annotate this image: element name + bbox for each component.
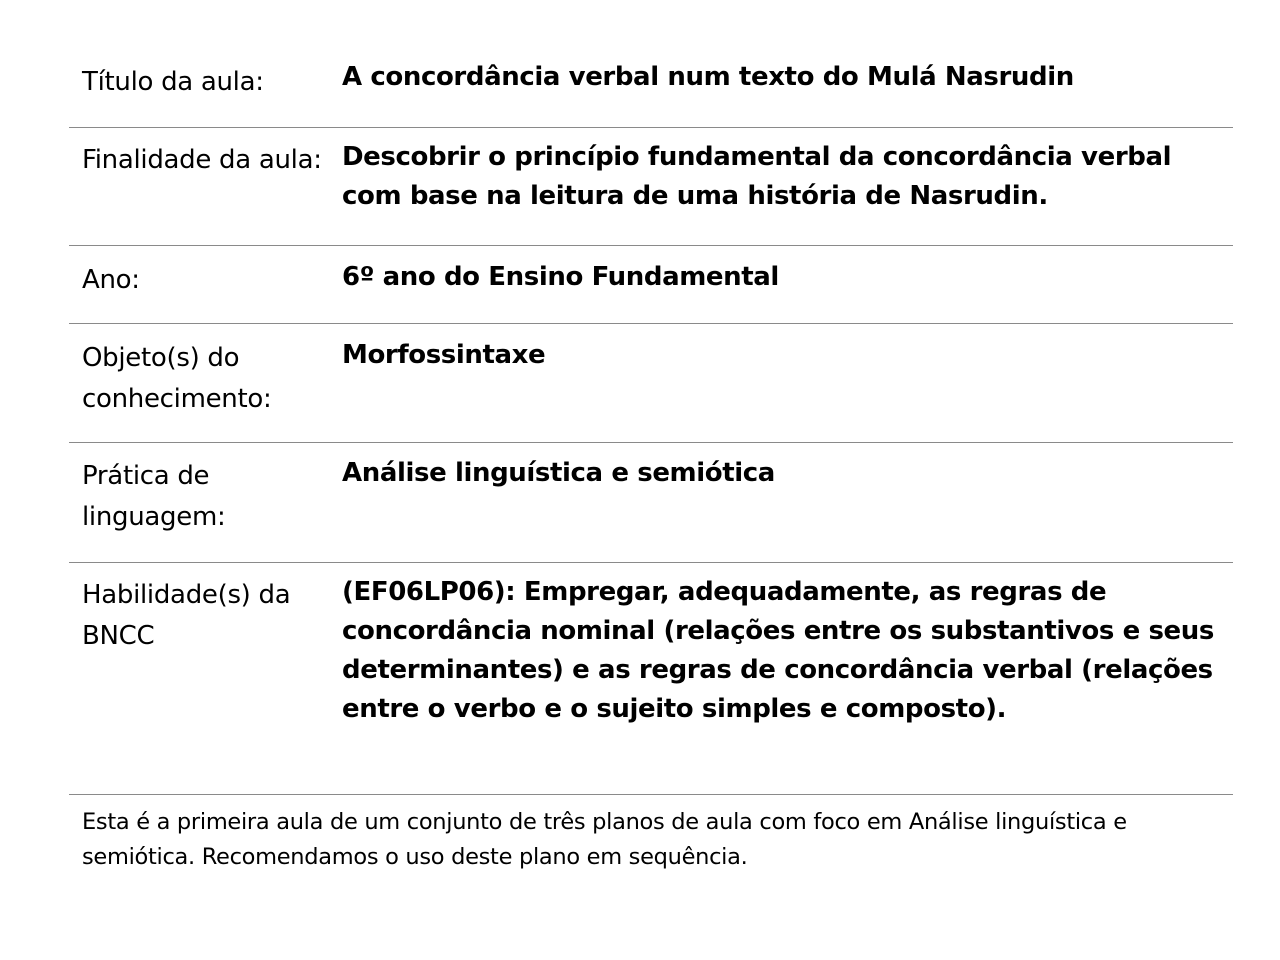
row-label: Finalidade da aula: (82, 145, 322, 175)
row-value: A concordância verbal num texto do Mulá Nasrudin (342, 62, 1074, 92)
row-value: Morfossintaxe (342, 340, 546, 370)
row-lesson-purpose (69, 128, 1233, 246)
row-value: 6º ano do Ensino Fundamental (342, 262, 779, 292)
lesson-plan-table (69, 52, 1233, 875)
row-value: Análise linguística e semiótica (342, 458, 775, 488)
row-bncc-skills (69, 563, 1233, 795)
row-language-practice (69, 443, 1233, 563)
row-knowledge-objects (69, 324, 1233, 443)
sequence-note: Esta é a primeira aula de um conjunto de três planos de aula com foco em Análise linguística e semiótica. Recomendamos o uso deste plano em sequência. (82, 809, 1127, 870)
row-label: Ano: (82, 265, 140, 295)
row-label: Prática de linguagem: (82, 461, 226, 532)
row-school-year (69, 246, 1233, 324)
row-value: Descobrir o princípio fundamental da concordância verbal com base na leitura de uma história de Nasrudin. (342, 142, 1172, 211)
row-value: (EF06LP06): Empregar, adequadamente, as regras de concordância nominal (relações entre os substantivos e seus determinantes) e as regras de concordância verbal (relações entre o verbo e o sujeito simples e composto). (342, 577, 1214, 724)
row-label: Objeto(s) do conhecimento: (82, 343, 272, 414)
row-label: Título da aula: (82, 67, 264, 97)
row-label: Habilidade(s) da BNCC (82, 580, 291, 651)
row-lesson-title (69, 52, 1233, 128)
